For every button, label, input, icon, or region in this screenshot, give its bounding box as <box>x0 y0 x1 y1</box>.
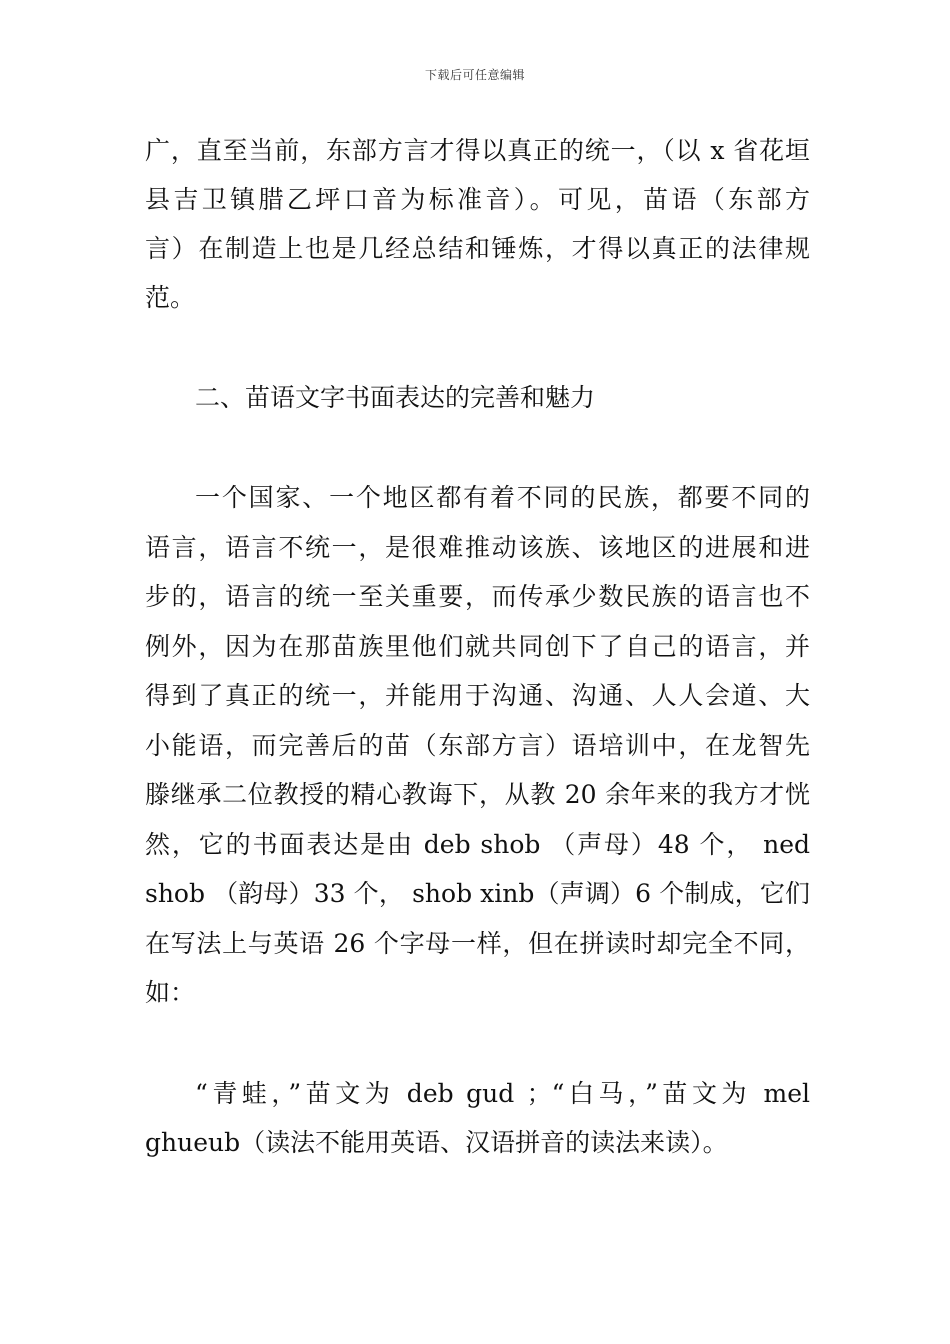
paragraph-2-line-11: 如： <box>145 978 196 1007</box>
paragraph-2-line-2: 语言，语言不统一，是很难推动该族、该地区的进展和进 <box>145 533 810 562</box>
paragraph-3-line-1: “青蛙，”苗文为 deb gud ；“白马，”苗文为 mel <box>195 1079 810 1108</box>
paragraph-2-line-8: 然，它的书面表达是由 deb shob （声母）48 个， ned <box>145 830 810 859</box>
paragraph-3-line-2: ghueub（读法不能用英语、汉语拼音的读法来读）。 <box>145 1128 728 1157</box>
paragraph-2-line-9: shob （韵母）33 个， shob xinb（声调）6 个制成，它们 <box>145 879 810 908</box>
paragraph-1-line-1: 广，直至当前，东部方言才得以真正的统一，（以 x 省花垣 <box>145 136 810 165</box>
paragraph-1-line-4: 范。 <box>145 283 196 312</box>
paragraph-2-line-5: 得到了真正的统一，并能用于沟通、沟通、人人会道、大 <box>145 681 810 710</box>
paragraph-2-line-7: 滕继承二位教授的精心教诲下，从教 20 余年来的我方才恍 <box>145 780 810 809</box>
paragraph-2-line-4: 例外，因为在那苗族里他们就共同创下了自己的语言，并 <box>145 632 810 661</box>
page-header: 下载后可任意编辑 <box>424 68 525 82</box>
paragraph-2-line-1: 一个国家、一个地区都有着不同的民族，都要不同的 <box>195 483 810 512</box>
paragraph-2-line-10: 在写法上与英语 26 个字母一样，但在拼读时却完全不同， <box>145 929 810 958</box>
paragraph-1-line-2: 县吉卫镇腊乙坪口音为标准音）。可见，苗语（东部方 <box>145 185 810 214</box>
section-heading: 二、苗语文字书面表达的完善和魅力 <box>195 383 596 412</box>
paragraph-1-line-3: 言）在制造上也是几经总结和锤炼，才得以真正的法律规 <box>145 234 810 263</box>
paragraph-2-line-6: 小能语，而完善后的苗（东部方言）语培训中，在龙智先 <box>145 731 810 760</box>
paragraph-2-line-3: 步的，语言的统一至关重要，而传承少数民族的语言也不 <box>145 582 810 611</box>
